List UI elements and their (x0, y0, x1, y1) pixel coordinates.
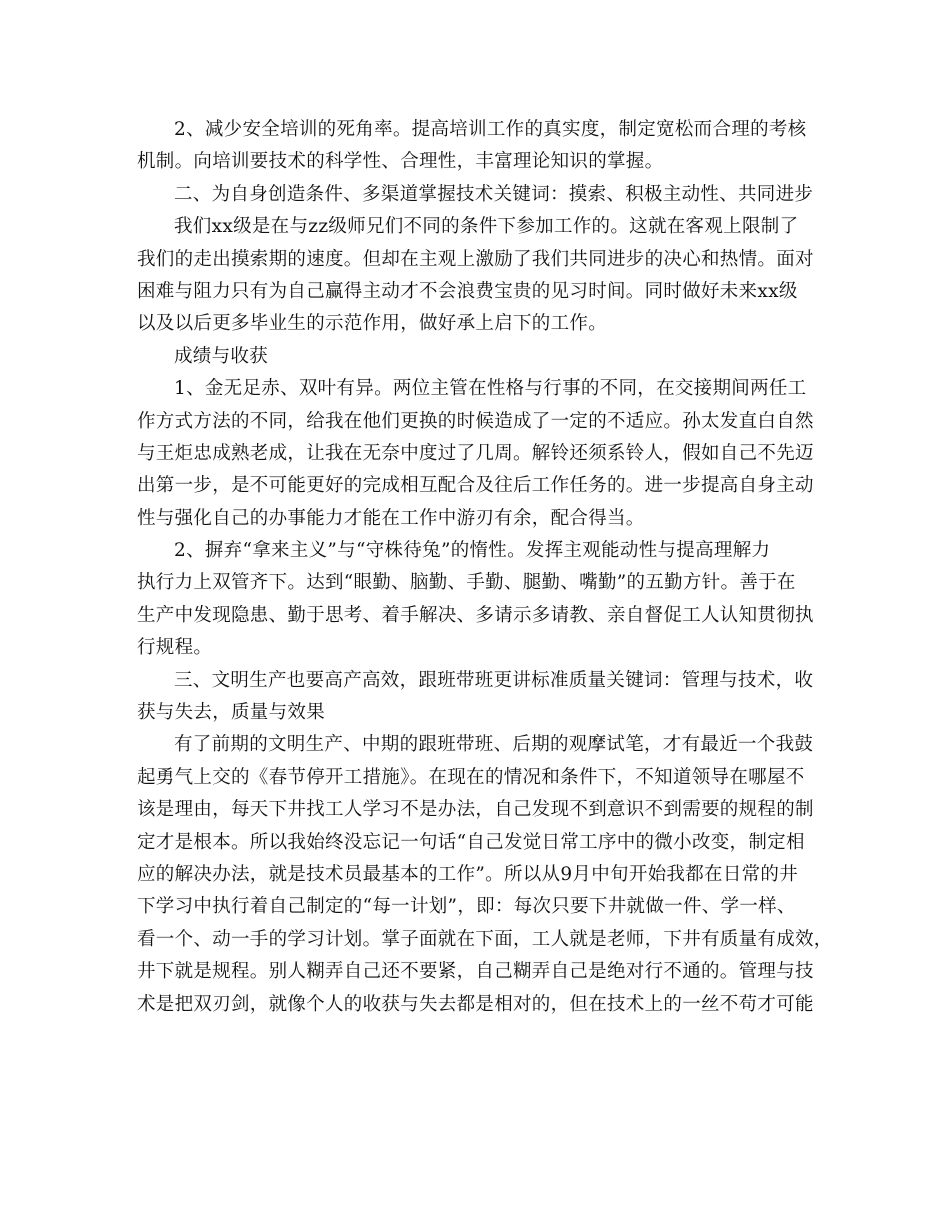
text-line-1: 2、减少安全培训的死角率。提高培训工作的真实度，制定宽松而合理的考核 (174, 119, 807, 140)
subheading-results: 成绩与收获 (174, 345, 269, 367)
text-line-10: 作方式方法的不同，给我在他们更换的时候造成了一定的不适应。孙太发直白自然 (137, 410, 814, 432)
text-line-21: 起勇气上交的《春节停开工措施》。在现在的情况和条件下，不知道领导在哪屋不 (137, 766, 805, 788)
text-line-22: 该是理由，每天下井找工人学习不是办法，自己发现不到意识不到需要的规程的制 (137, 799, 814, 821)
text-line-19: 获与失去，质量与效果 (137, 702, 326, 724)
text-line-25: 下学习中执行着自己制定的“每一计划”，即：每次只要下井就做一件、学一样、 (137, 896, 796, 918)
text-line-15: 执行力上双管齐下。达到“眼勤、脑勤、手勤、腿勤、嘴勤”的五勤方针。善于在 (137, 572, 796, 594)
text-line-2: 机制。向培训要技术的科学性、合理性，丰富理论知识的掌握。 (137, 151, 664, 173)
text-line-27: 井下就是规程。别人糊弄自己还不要紧，自己糊弄自己是绝对行不通的。管理与技 (137, 961, 814, 983)
text-line-13: 性与强化自己的办事能力才能在工作中游刃有余，配合得当。 (137, 507, 645, 529)
text-line-24: 应的解决办法，就是技术员最基本的工作”。所以从9月中旬开始我都在日常的井 (137, 863, 799, 885)
text-line-12: 出第一步，是不可能更好的完成相互配合及往后工作任务的。进一步提高自身主动 (137, 475, 814, 497)
text-line-16: 生产中发现隐患、勤于思考、着手解决、多请示多请教、亲自督促工人认知贯彻执 (137, 604, 814, 626)
text-line-17: 行规程。 (137, 637, 213, 659)
text-line-23: 定才是根本。所以我始终没忘记一句话“自己发觉日常工序中的微小改变，制定相 (137, 831, 805, 853)
text-line-26: 看一个、动一手的学习计划。掌子面就在下面，工人就是老师，下井有质量有成效， (137, 928, 833, 950)
text-line-28: 术是把双刃剑，就像个人的收获与失去都是相对的，但在技术上的一丝不苟才可能 (137, 993, 814, 1015)
document-body (137, 114, 833, 1021)
text-line-9: 1、金无足赤、双叶有异。两位主管在性格与行事的不同，在交接期间两任工 (174, 378, 807, 400)
text-line-11: 与王炬忠成熟老成，让我在无奈中度过了几周。解铃还须系铃人，假如自己不先迈 (137, 442, 814, 464)
text-line-20: 有了前期的文明生产、中期的跟班带班、后期的观摩试笔，才有最近一个我鼓 (174, 734, 814, 756)
section-heading-3: 三、文明生产也要高产高效，跟班带班更讲标准质量关键词：管理与技术，收 (174, 669, 814, 691)
text-line-4: 我们xx级是在与zz级师兄们不同的条件下参加工作的。这就在客观上限制了 (174, 216, 799, 238)
text-line-5: 我们的走出摸索期的速度。但却在主观上激励了我们共同进步的决心和热情。面对 (137, 248, 814, 270)
text-line-14: 2、摒弃“拿来主义”与“守株待兔”的惰性。发挥主观能动性与提高理解力 (174, 540, 771, 562)
section-heading-2: 二、为自身创造条件、多渠道掌握技术关键词：摸索、积极主动性、共同进步 (174, 183, 814, 205)
text-line-6: 困难与阻力只有为自己赢得主动才不会浪费宝贵的见习时间。同时做好未来xx级 (137, 280, 798, 302)
text-line-7: 以及以后更多毕业生的示范作用，做好承上启下的工作。 (137, 313, 608, 335)
